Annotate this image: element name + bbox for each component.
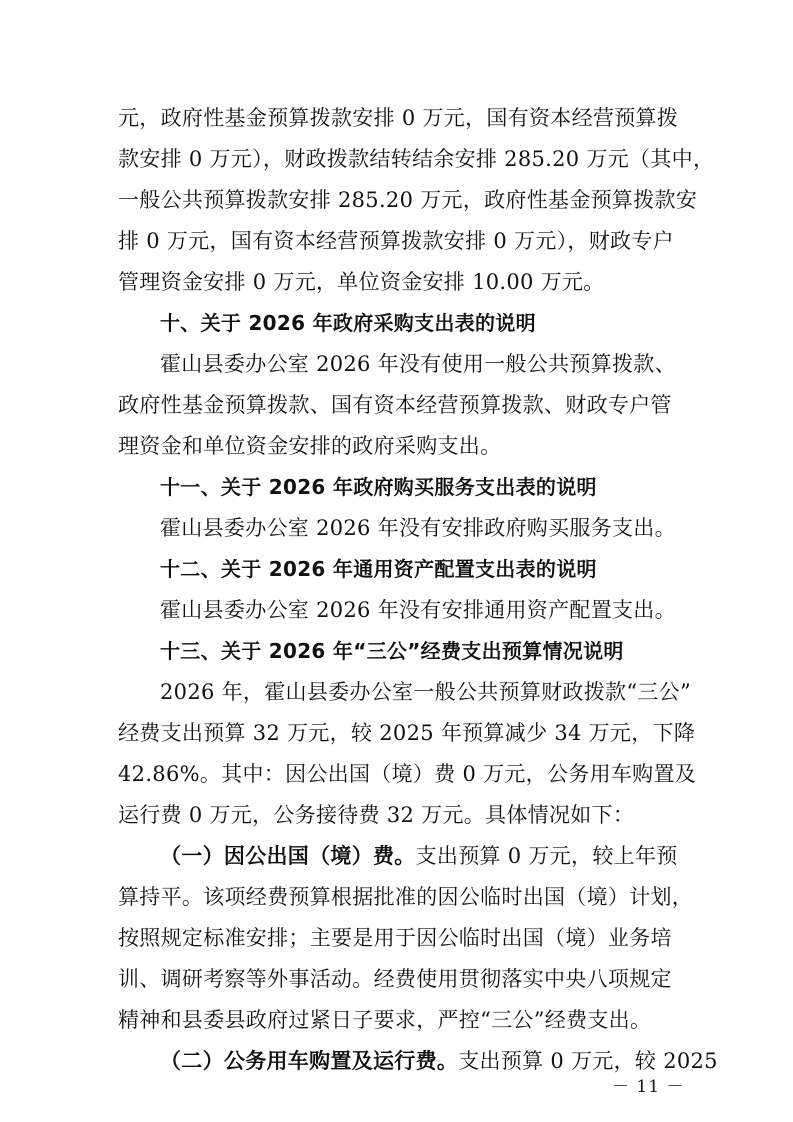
body-line-15: 2026 年，霍山县委办公室一般公共预算财政拨款“三公” xyxy=(160,680,691,704)
body-line-5: 管理资金安排 0 万元，单位资金安排 10.00 万元。 xyxy=(118,270,605,294)
subsection-text-1: 支出预算 0 万元，较上年预 xyxy=(415,844,678,868)
body-line-21: 按照规定标准安排；主要是用于因公临时出国（境）业务培 xyxy=(118,926,672,950)
body-line-13: 霍山县委办公室 2026 年没有安排通用资产配置支出。 xyxy=(160,598,676,622)
body-line-23: 精神和县委县政府过紧日子要求，严控“三公”经费支出。 xyxy=(118,1008,652,1032)
section-heading-12: 十二、关于 2026 年通用资产配置支出表的说明 xyxy=(160,557,597,581)
body-line-1: 元，政府性基金预算拨款安排 0 万元，国有资本经营预算拨 xyxy=(118,106,679,130)
subsection-line-2 xyxy=(160,1046,718,1076)
subsection-lead-2: （二）公务用车购置及运行费。 xyxy=(160,1049,459,1073)
body-line-18: 运行费 0 万元，公务接待费 32 万元。具体情况如下： xyxy=(118,803,635,827)
body-line-20: 算持平。该项经费预算根据批准的因公临时出国（境）计划， xyxy=(118,885,694,909)
body-line-8: 政府性基金预算拨款、国有资本经营预算拨款、财政专户管 xyxy=(118,393,672,417)
body-line-7: 霍山县委办公室 2026 年没有使用一般公共预算拨款、 xyxy=(160,352,676,376)
section-heading-13: 十三、关于 2026 年“三公”经费支出预算情况说明 xyxy=(160,639,624,663)
section-heading-10: 十、关于 2026 年政府采购支出表的说明 xyxy=(160,311,536,335)
body-line-17: 42.86%。其中：因公出国（境）费 0 万元，公务用车购置及 xyxy=(118,762,697,786)
body-line-4: 排 0 万元，国有资本经营预算拨款安排 0 万元），财政专户 xyxy=(118,229,674,253)
subsection-line-1 xyxy=(160,841,678,871)
body-line-11: 霍山县委办公室 2026 年没有安排政府购买服务支出。 xyxy=(160,516,676,540)
section-heading-11: 十一、关于 2026 年政府购买服务支出表的说明 xyxy=(160,475,597,499)
body-line-22: 训、调研考察等外事活动。经费使用贯彻落实中央八项规定 xyxy=(118,967,672,991)
body-line-9: 理资金和单位资金安排的政府采购支出。 xyxy=(118,434,502,458)
body-line-2: 款安排 0 万元），财政拨款结转结余安排 285.20 万元（其中， xyxy=(118,147,715,171)
body-line-3: 一般公共预算拨款安排 285.20 万元，政府性基金预算拨款安 xyxy=(118,188,698,212)
page-number: － 11 － xyxy=(612,1077,685,1097)
body-line-16: 经费支出预算 32 万元，较 2025 年预算减少 34 万元，下降 xyxy=(118,721,696,745)
subsection-text-2: 支出预算 0 万元，较 2025 xyxy=(458,1049,718,1073)
subsection-lead-1: （一）因公出国（境）费。 xyxy=(160,844,416,868)
